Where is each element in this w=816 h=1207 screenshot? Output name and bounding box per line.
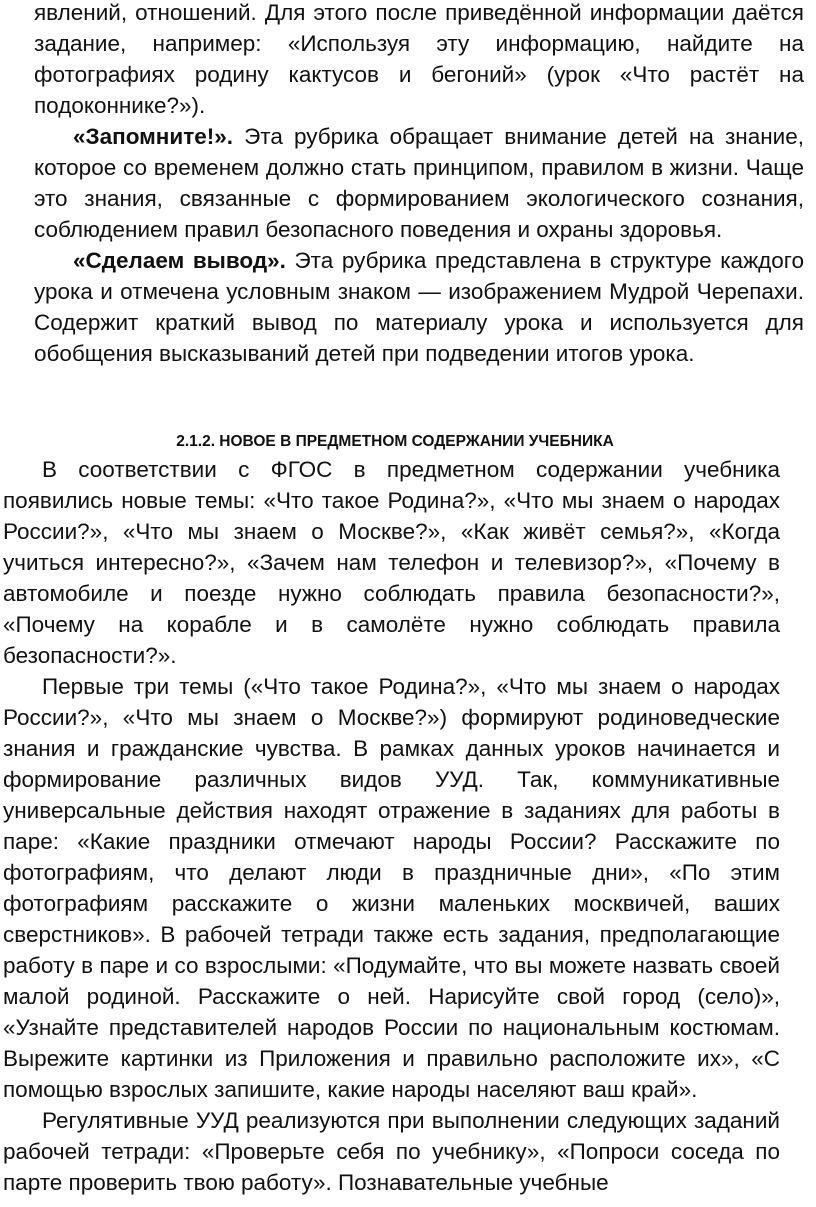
paragraph-remember [34, 121, 804, 245]
paragraph-regulative: Регулятивные УУД реализуются при выполнении следующих заданий рабочей тетради: «Проверьте себя по учебнику», «Попроси соседа по парте проверить твою работу». Познавательные учебные [3, 1108, 780, 1195]
paragraph-text: Эта рубрика представлена в структуре каждого урока и отмечена условным знаком — изображением Мудрой Черепахи. Содержит краткий вывод по материалу урока и используется для обобщения высказываний детей при подведении итогов урока. [34, 248, 804, 366]
section-heading-wrap [0, 424, 790, 458]
rubric-title-conclusion: «Сделаем вывод». [73, 248, 286, 273]
paragraph-text: Эта рубрика обращает внимание детей на знание, которое со временем должно стать принципом, правилом в жизни. Чаще это знания, связанные с формированием экологического сознания, соблюдением правил безопасного поведения и охраны здоровья. [34, 124, 804, 242]
paragraph-conclusion [34, 245, 804, 369]
paragraph-text: явлений, отношений. Для этого после приведённой информации даётся задание, например: «Используя эту информацию, найдите на фотографиях родину кактусов и бегоний» (урок «Что растёт на подоконнике?»). [34, 0, 804, 118]
paragraph-new-topics: В соответствии с ФГОС в предметном содержании учебника появились новые темы: «Что такое Родина?», «Что мы знаем о народах России?», «Что мы знаем о Москве?», «Как живёт семья?», «Когда учиться интересно?», «Зачем нам телефон и телевизор?», «Почему в автомобиле и поезде нужно соблюдать правила безопасности?», «Почему на корабле и в самолёте нужно соблюдать правила безопасности?». [3, 457, 780, 668]
paragraph-continuation [34, 0, 804, 121]
bottom-text-block [3, 454, 780, 1198]
paragraph-first-topics: Первые три темы («Что такое Родина?», «Что мы знаем о народах России?», «Что мы знаем о Москве?») формируют родиноведческие знания и гражданские чувства. В рамках данных уроков начинается и формирование различных видов УУД. Так, коммуникативные универсальные действия находят отражение в заданиях для работы в паре: «Какие праздники отмечают народы России? Расскажите по фотографиям, что делают люди в праздничные дни», «По этим фотографиям расскажите о жизни маленьких москвичей, ваших сверстников». В рабочей тетради также есть задания, предполагающие работу в паре и со взрослыми: «Подумайте, что вы можете назвать своей малой родиной. Расскажите о ней. Нарисуйте свой город (село)», «Узнайте представителей народов России по национальным костюмам. Вырежите картинки из Приложения и правильно расположите их», «С помощью взрослых запишите, какие народы населяют ваш край». [3, 674, 780, 1102]
rubric-title-remember: «Запомните!». [73, 124, 234, 149]
section-heading: 2.1.2. НОВОЕ В ПРЕДМЕТНОМ СОДЕРЖАНИИ УЧЕБНИКА [176, 433, 614, 450]
top-text-block [34, 0, 804, 369]
